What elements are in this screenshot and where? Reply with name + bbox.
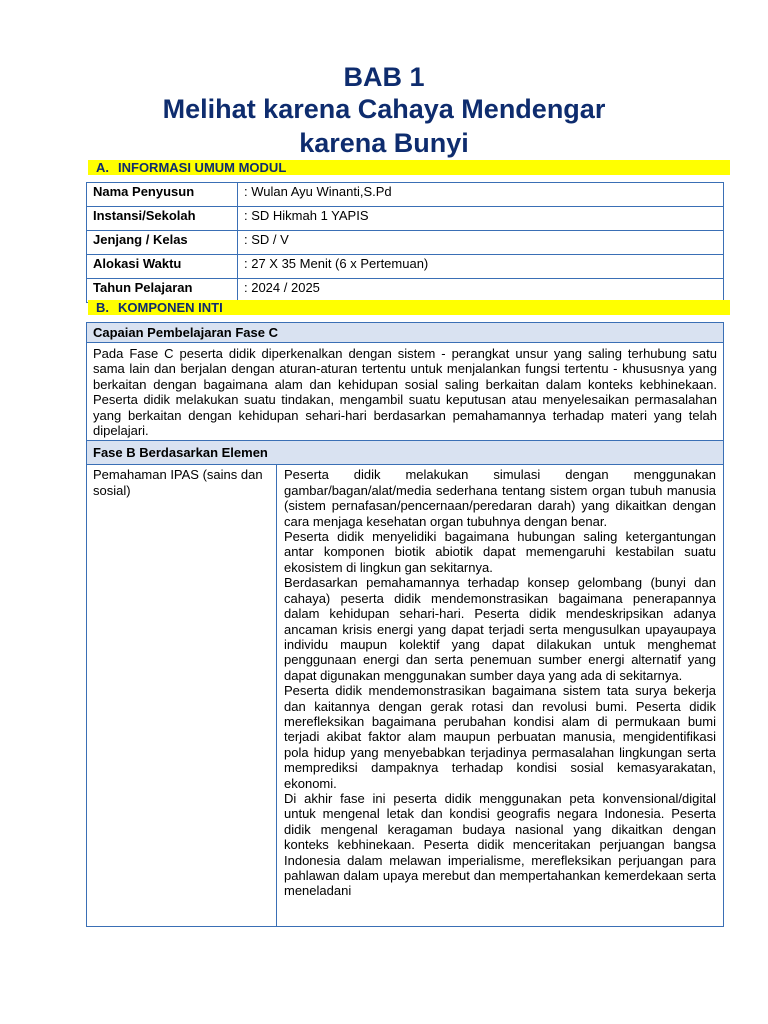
section-a-heading (88, 160, 730, 175)
component-table (86, 322, 724, 927)
info-row (87, 183, 724, 207)
chapter-title-line-1: Melihat karena Cahaya Mendengar (162, 94, 606, 124)
info-value: : 27 X 35 Menit (6 x Pertemuan) (238, 255, 724, 279)
info-value: : SD / V (238, 231, 724, 255)
info-label: Instansi/Sekolah (87, 207, 238, 231)
info-row (87, 255, 724, 279)
info-label: Tahun Pelajaran (87, 279, 238, 303)
element-paragraph: Peserta didik mendemonstrasikan bagaimana sistem tata surya bekerja dan kaitannya dengan gerak rotasi dan revolusi bumi. Peserta didik merefleksikan bagaimana perubahan kondisi alam di permukaan bumi terjadi akibat faktor alam maupun perbuatan manusia, mengidentifikasi pola hidup yang menyebabkan terjadinya permasalahan lingkungan serta memprediksi dampaknya terhadap kondisi sosial kemasyarakatan, ekonomi. (284, 683, 716, 791)
section-a-label: INFORMASI UMUM MODUL (118, 160, 287, 175)
element-paragraph: Di akhir fase ini peserta didik menggunakan peta konvensional/digital untuk mengenal letak dan kondisi geografis negara Indonesia. Peserta didik mengenal keragaman budaya nasional yang dikaitkan dengan konteks kebhinekaan. Peserta didik menceritakan perjuangan bangsa Indonesia dalam melawan imperialisme, merefleksikan perjuangan para pahlawan dalam upaya merebut dan mempertahankan kemerdekaan serta meneladani (284, 790, 716, 899)
element-paragraph: Berdasarkan pemahamannya terhadap konsep gelombang (bunyi dan cahaya) peserta didik mendemonstrasikan bagaimana penerapannya dalam kehidupan sehari-hari. Peserta didik mendeskripsikan adanya ancaman krisis energi yang dapat terjadi serta mengusulkan upayaupaya individu maupun kolektif yang dapat dilakukan untuk menghemat penggunaan energi dan serta penemuan sumber energi alternatif yang dapat digunakan menggunakan sumber daya yang ada di sekitarnya. (284, 575, 716, 683)
fase-b-heading: Fase B Berdasarkan Elemen (86, 441, 724, 465)
section-b-letter: B. (96, 300, 109, 315)
info-table (86, 182, 724, 303)
element-description (277, 465, 723, 926)
info-row (87, 231, 724, 255)
info-label: Jenjang / Kelas (87, 231, 238, 255)
capaian-paragraph: Pada Fase C peserta didik diperkenalkan dengan sistem - perangkat unsur yang saling terhubung satu sama lain dan berjalan dengan aturan-aturan tertentu untuk menjalankan fungsi tertentu - khususnya yang berkaitan dengan bagaimana alam dan kehidupan sosial saling berkaitan dalam konteks kebhinekaan. Peserta didik melakukan suatu tindakan, mengambil suatu keputusan atau menyelesaikan permasalahan yang berkaitan dengan kehidupan sehari-hari berdasarkan pemahamannya terhadap materi yang telah dipelajari. (86, 343, 724, 441)
info-row (87, 207, 724, 231)
info-label: Alokasi Waktu (87, 255, 238, 279)
section-a-letter: A. (96, 160, 109, 175)
element-paragraph: Peserta didik melakukan simulasi dengan menggunakan gambar/bagan/alat/media sederhana tentang sistem organ tubuh manusia (sistem pernafasan/pencernaan/peredaran darah) yang dikaitkan dengan cara menjaga kesehatan organ tubuhnya dengan benar. (284, 467, 716, 529)
chapter-number: BAB 1 (343, 62, 425, 92)
capaian-heading: Capaian Pembelajaran Fase C (86, 322, 724, 343)
chapter-title-line-2: karena Bunyi (299, 128, 469, 158)
info-value: : SD Hikmah 1 YAPIS (238, 207, 724, 231)
element-paragraph: Peserta didik menyelidiki bagaimana hubungan saling ketergantungan antar komponen biotik abiotik dapat memengaruhi kestabilan suatu ekosistem di lingkun gan sekitarnya. (284, 529, 716, 575)
element-row (86, 465, 724, 927)
info-value: : 2024 / 2025 (238, 279, 724, 303)
info-value: : Wulan Ayu Winanti,S.Pd (238, 183, 724, 207)
element-name: Pemahaman IPAS (sains dan sosial) (87, 465, 277, 926)
section-b-heading (88, 300, 730, 315)
info-label: Nama Penyusun (87, 183, 238, 207)
section-b-label: KOMPONEN INTI (118, 300, 223, 315)
info-row (87, 279, 724, 303)
